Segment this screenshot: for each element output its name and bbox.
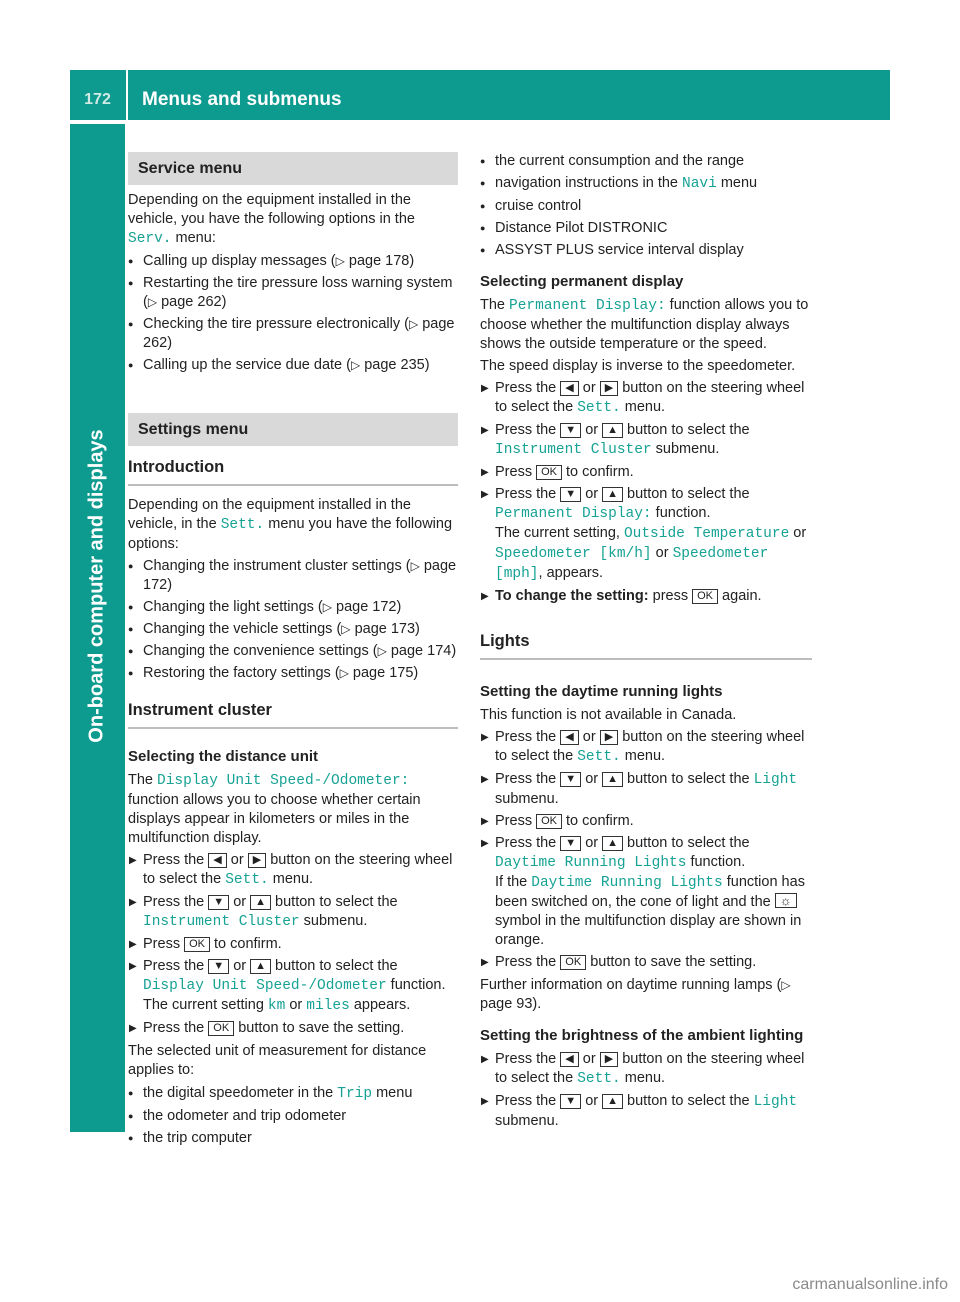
lights-heading: Lights — [480, 632, 812, 660]
step-item — [128, 957, 458, 1016]
function-code: Daytime Running Lights — [495, 855, 687, 871]
chapter-label: On-board computer and displays — [85, 429, 108, 743]
step-item — [480, 485, 812, 584]
setting-code: Outside Temperature — [623, 526, 790, 542]
step-item — [480, 812, 812, 831]
text-run: Press the — [495, 729, 561, 745]
right-button-icon: ▶ — [600, 1052, 618, 1067]
text-run: or — [581, 486, 603, 502]
text-run: function. — [386, 977, 446, 993]
xref-arrow-icon: ▷ — [408, 317, 419, 331]
text-run: button to select the — [623, 1093, 754, 1109]
page-ref-link[interactable]: page 172 — [143, 558, 457, 593]
step-item — [480, 770, 812, 809]
distance-unit-heading: Selecting the distance unit — [128, 748, 319, 765]
setting-code: miles — [306, 998, 350, 1014]
text-run: ) — [167, 335, 173, 351]
down-button-icon: ▼ — [560, 423, 581, 438]
text-run: Press the — [495, 771, 561, 787]
step-item — [128, 851, 458, 890]
text-run: ) — [413, 665, 419, 681]
text-run: The current setting, — [495, 525, 624, 541]
list-item — [128, 274, 458, 312]
xref-arrow-icon: ▷ — [147, 295, 158, 309]
drl-steps — [480, 728, 812, 972]
menu-code: Sett. — [577, 1071, 621, 1087]
text-run: Changing the instrument cluster settings ( — [143, 558, 411, 574]
menu-code: Trip — [337, 1086, 373, 1102]
text-run: Changing the light settings ( — [143, 599, 323, 615]
text-run: navigation instructions in the — [495, 175, 682, 191]
step-item — [480, 728, 812, 767]
step-item — [480, 587, 812, 606]
text-run: The — [128, 772, 158, 788]
text-run: Restarting the tire pressure loss warning system ( — [143, 275, 453, 310]
step-item — [480, 463, 812, 482]
list-item — [128, 252, 458, 271]
text-run: Changing the vehicle settings ( — [143, 621, 342, 637]
text-run: again. — [718, 588, 762, 604]
text-run: button to select the — [623, 422, 750, 438]
text-run: Press the — [495, 1051, 561, 1067]
right-column — [480, 152, 812, 1134]
text-run: function. — [686, 854, 746, 870]
setting-code: Speedometer [km/h] — [495, 546, 652, 562]
text-run: submenu. — [495, 791, 559, 807]
menu-code: Sett. — [225, 872, 269, 888]
left-button-icon: ◀ — [560, 730, 578, 745]
text-run: to confirm. — [210, 936, 282, 952]
text-run: function allows you to choose whether certain displays appear in kilometers or miles in the multifunction display. — [128, 792, 421, 846]
service-intro — [128, 191, 458, 249]
text-run: or — [789, 525, 807, 541]
step-item — [480, 834, 812, 950]
text-run: or — [578, 380, 600, 396]
right-button-icon: ▶ — [600, 730, 618, 745]
down-button-icon: ▼ — [560, 772, 581, 787]
list-item — [128, 356, 458, 375]
function-code: Daytime Running Lights — [531, 875, 723, 891]
up-button-icon: ▲ — [602, 423, 623, 438]
ok-button-icon: OK — [560, 955, 586, 970]
text-run: Press the — [143, 852, 209, 868]
left-button-icon: ◀ — [208, 853, 226, 868]
text-run: Further information on daytime running lamps ( — [480, 977, 782, 993]
ambient-steps — [480, 1050, 812, 1131]
text-run: or — [578, 729, 600, 745]
introduction-heading: Introduction — [128, 458, 458, 486]
text-run: the digital speedometer in the — [143, 1085, 338, 1101]
list-item: ● the odometer and trip odometer — [128, 1107, 458, 1126]
text-run: button to select the — [623, 771, 754, 787]
list-item: ● the current consumption and the range — [480, 152, 812, 171]
right-button-icon: ▶ — [248, 853, 266, 868]
text-run: menu. — [268, 871, 314, 887]
text-run: or — [581, 835, 603, 851]
text-run: Checking the tire pressure electronically ( — [143, 316, 409, 332]
text-run: button to save the setting. — [586, 954, 757, 970]
text-run: ) — [221, 294, 227, 310]
page-ref-link[interactable]: page 235 — [364, 357, 425, 373]
page-ref-link[interactable]: page 262 — [161, 294, 222, 310]
text-run: Press — [495, 813, 537, 829]
list-item — [128, 557, 458, 595]
text-run: or — [578, 1051, 600, 1067]
text-run: button on the steering wheel to select the — [495, 380, 805, 415]
list-item: ● Distance Pilot DISTRONIC — [480, 219, 812, 238]
text-run: submenu. — [495, 1113, 559, 1129]
down-button-icon: ▼ — [208, 959, 229, 974]
text-run: to confirm. — [562, 813, 634, 829]
function-code: Display Unit Speed-/Odometer: — [157, 773, 410, 789]
permanent-display-steps — [480, 379, 812, 606]
text-run: Calling up the service due date ( — [143, 357, 351, 373]
ok-button-icon: OK — [184, 937, 210, 952]
list-item — [480, 174, 812, 194]
text-run: or — [651, 545, 673, 561]
page-ref-link[interactable]: page 262 — [143, 316, 455, 351]
list-item — [128, 620, 458, 639]
text-run: or — [581, 1093, 603, 1109]
submenu-code: Instrument Cluster — [495, 442, 652, 458]
list-item — [128, 664, 458, 683]
text-run: Calling up display messages ( — [143, 253, 336, 269]
xref-arrow-icon: ▷ — [377, 644, 387, 658]
up-button-icon: ▲ — [250, 895, 271, 910]
page-ref-link[interactable]: page 174 — [390, 643, 452, 659]
text-run: , appears. — [538, 565, 604, 581]
text-run: submenu. — [299, 913, 368, 929]
text-run: ) — [409, 253, 415, 269]
text-run: ) — [167, 577, 173, 593]
xref-arrow-icon: ▷ — [322, 600, 332, 614]
text-run: function has been switched on, the cone of light and the — [495, 874, 805, 910]
drl-further-info — [480, 976, 812, 1014]
speed-display-note: The speed display is inverse to the speedometer. — [480, 358, 796, 374]
text-run: appears. — [349, 997, 411, 1013]
xref-arrow-icon: ▷ — [341, 622, 351, 636]
up-button-icon: ▲ — [602, 836, 623, 851]
text-run: or — [226, 852, 248, 868]
submenu-code: Light — [753, 1094, 798, 1110]
function-code: Display Unit Speed-/Odometer — [143, 978, 387, 994]
text-run: press — [648, 588, 693, 604]
text-run: Changing the convenience settings ( — [143, 643, 378, 659]
text-run: or — [581, 771, 603, 787]
text-run: Press the — [495, 1093, 561, 1109]
up-button-icon: ▲ — [602, 487, 623, 502]
service-options-list — [128, 252, 458, 375]
applies-list — [128, 1084, 458, 1148]
text-run: or — [581, 422, 603, 438]
ok-button-icon: OK — [208, 1021, 234, 1036]
light-symbol-icon: ☼ — [775, 893, 797, 908]
left-button-icon: ◀ — [560, 381, 578, 396]
text-run: button to select the — [623, 486, 750, 502]
text-run: menu — [716, 175, 758, 191]
distance-intro — [128, 771, 458, 848]
text-run: ) — [424, 357, 430, 373]
text-run: Press the — [495, 954, 561, 970]
page-number: 172 — [84, 91, 111, 108]
settings-intro — [128, 496, 458, 554]
submenu-code: Instrument Cluster — [143, 914, 300, 930]
text-run: or — [229, 894, 251, 910]
text-run: menu — [372, 1085, 413, 1101]
text-run: Press the — [495, 422, 561, 438]
page-ref-link[interactable]: page 93 — [480, 996, 533, 1012]
settings-menu-heading: Settings menu — [128, 413, 458, 446]
text-run: button to select the — [623, 835, 750, 851]
text-run: Depending on the equipment installed in the vehicle, you have the following options in the — [128, 192, 415, 227]
menu-code: Navi — [682, 176, 717, 192]
function-code: Permanent Display: — [509, 298, 666, 314]
xref-arrow-icon: ▷ — [781, 978, 791, 992]
xref-arrow-icon: ▷ — [339, 666, 349, 680]
setting-code: Speedometer [mph] — [495, 546, 769, 582]
text-run: ) — [415, 621, 420, 637]
text-run: Press the — [143, 958, 209, 974]
up-button-icon: ▲ — [602, 772, 623, 787]
text-run: symbol in the multifunction display are shown in orange. — [495, 913, 802, 948]
text-run: The — [480, 297, 510, 313]
step-item — [480, 421, 812, 460]
submenu-code: Light — [753, 772, 798, 788]
text-run: menu. — [620, 748, 666, 764]
xref-arrow-icon: ▷ — [350, 358, 361, 372]
step-item — [128, 935, 458, 954]
ok-button-icon: OK — [692, 589, 718, 604]
ok-button-icon: OK — [536, 814, 562, 829]
page-ref-link[interactable]: page 173 — [354, 621, 416, 637]
text-run: button to select the — [271, 894, 398, 910]
drl-note: This function is not available in Canada. — [480, 707, 737, 723]
step-item — [128, 1019, 458, 1038]
right-button-icon: ▶ — [600, 381, 618, 396]
down-button-icon: ▼ — [560, 487, 581, 502]
ambient-lighting-heading: Setting the brightness of the ambient lighting — [480, 1027, 804, 1044]
text-run: Press the — [143, 894, 209, 910]
text-run: Press — [143, 936, 185, 952]
down-button-icon: ▼ — [208, 895, 229, 910]
text-run: button on the steering wheel to select the — [495, 1051, 805, 1086]
page-ref-link[interactable]: page 175 — [352, 665, 414, 681]
down-button-icon: ▼ — [560, 1094, 581, 1109]
text-run: button to save the setting. — [234, 1020, 405, 1036]
text-run: Press the — [495, 835, 561, 851]
text-run: button to select the — [271, 958, 398, 974]
step-item — [480, 1050, 812, 1089]
menu-code: Sett. — [220, 517, 265, 533]
text-run: menu: — [171, 230, 216, 246]
text-run: The current setting — [143, 997, 268, 1013]
down-button-icon: ▼ — [560, 836, 581, 851]
text-run: Restoring the factory settings ( — [143, 665, 340, 681]
text-run: menu you have the following options: — [128, 516, 453, 552]
text-run: ) — [396, 599, 402, 615]
list-item — [128, 315, 458, 353]
text-run: or — [229, 958, 251, 974]
ok-button-icon: OK — [536, 465, 562, 480]
list-item — [128, 598, 458, 617]
text-run: menu. — [620, 399, 666, 415]
text-run: or — [285, 997, 307, 1013]
list-item — [128, 1084, 458, 1104]
step-item — [480, 379, 812, 418]
up-button-icon: ▲ — [250, 959, 271, 974]
text-run: menu. — [620, 1070, 666, 1086]
list-item: ● ASSYST PLUS service interval display — [480, 241, 812, 260]
setting-code: km — [267, 998, 286, 1014]
text-run: function allows you to choose whether the multifunction display always shows the outside temperature or the speed. — [480, 297, 809, 352]
left-column — [128, 152, 458, 1151]
text-run: Press — [495, 464, 537, 480]
text-run: to confirm. — [562, 464, 634, 480]
step-item — [480, 1092, 812, 1131]
text-run: Press the — [495, 380, 561, 396]
text-run: button on the steering wheel to select the — [143, 852, 453, 887]
page-ref-link[interactable]: page 172 — [336, 599, 397, 615]
permanent-display-intro — [480, 296, 812, 354]
left-button-icon: ◀ — [560, 1052, 578, 1067]
page-ref-link[interactable]: page 178 — [348, 253, 410, 269]
list-item: ● cruise control — [480, 197, 812, 216]
settings-options-list — [128, 557, 458, 683]
applies-intro: The selected unit of measurement for distance applies to: — [128, 1043, 427, 1078]
text-run: submenu. — [651, 441, 720, 457]
instrument-cluster-heading: Instrument cluster — [128, 701, 458, 729]
xref-arrow-icon: ▷ — [335, 254, 345, 268]
text-run: If the — [495, 874, 532, 890]
text-run: button on the steering wheel to select the — [495, 729, 805, 764]
step-item — [480, 953, 812, 972]
list-item: ● the trip computer — [128, 1129, 458, 1148]
distance-steps — [128, 851, 458, 1038]
list-item — [128, 642, 458, 661]
text-run: ) — [451, 643, 457, 659]
permanent-display-heading: Selecting permanent display — [480, 273, 684, 290]
text-run: ). — [532, 996, 542, 1012]
header-divider — [126, 70, 128, 120]
text-run: Press the — [495, 486, 561, 502]
up-button-icon: ▲ — [602, 1094, 623, 1109]
menu-code: Sett. — [577, 400, 621, 416]
page-title: Menus and submenus — [142, 89, 342, 110]
menu-code: Serv. — [128, 231, 172, 247]
text-run: Press the — [143, 1020, 209, 1036]
text-run: function. — [651, 505, 711, 521]
text-run: Depending on the equipment installed in the vehicle, in the — [128, 497, 411, 532]
function-code: Permanent Display: — [495, 506, 652, 522]
watermark: carmanualsonline.info — [792, 1276, 948, 1293]
service-menu-heading: Service menu — [128, 152, 458, 185]
applies-list-continued — [480, 152, 812, 260]
drl-heading: Setting the daytime running lights — [480, 683, 723, 700]
step-item — [128, 893, 458, 932]
text-run: To change the setting: — [495, 588, 649, 604]
xref-arrow-icon: ▷ — [410, 559, 420, 573]
menu-code: Sett. — [577, 749, 621, 765]
